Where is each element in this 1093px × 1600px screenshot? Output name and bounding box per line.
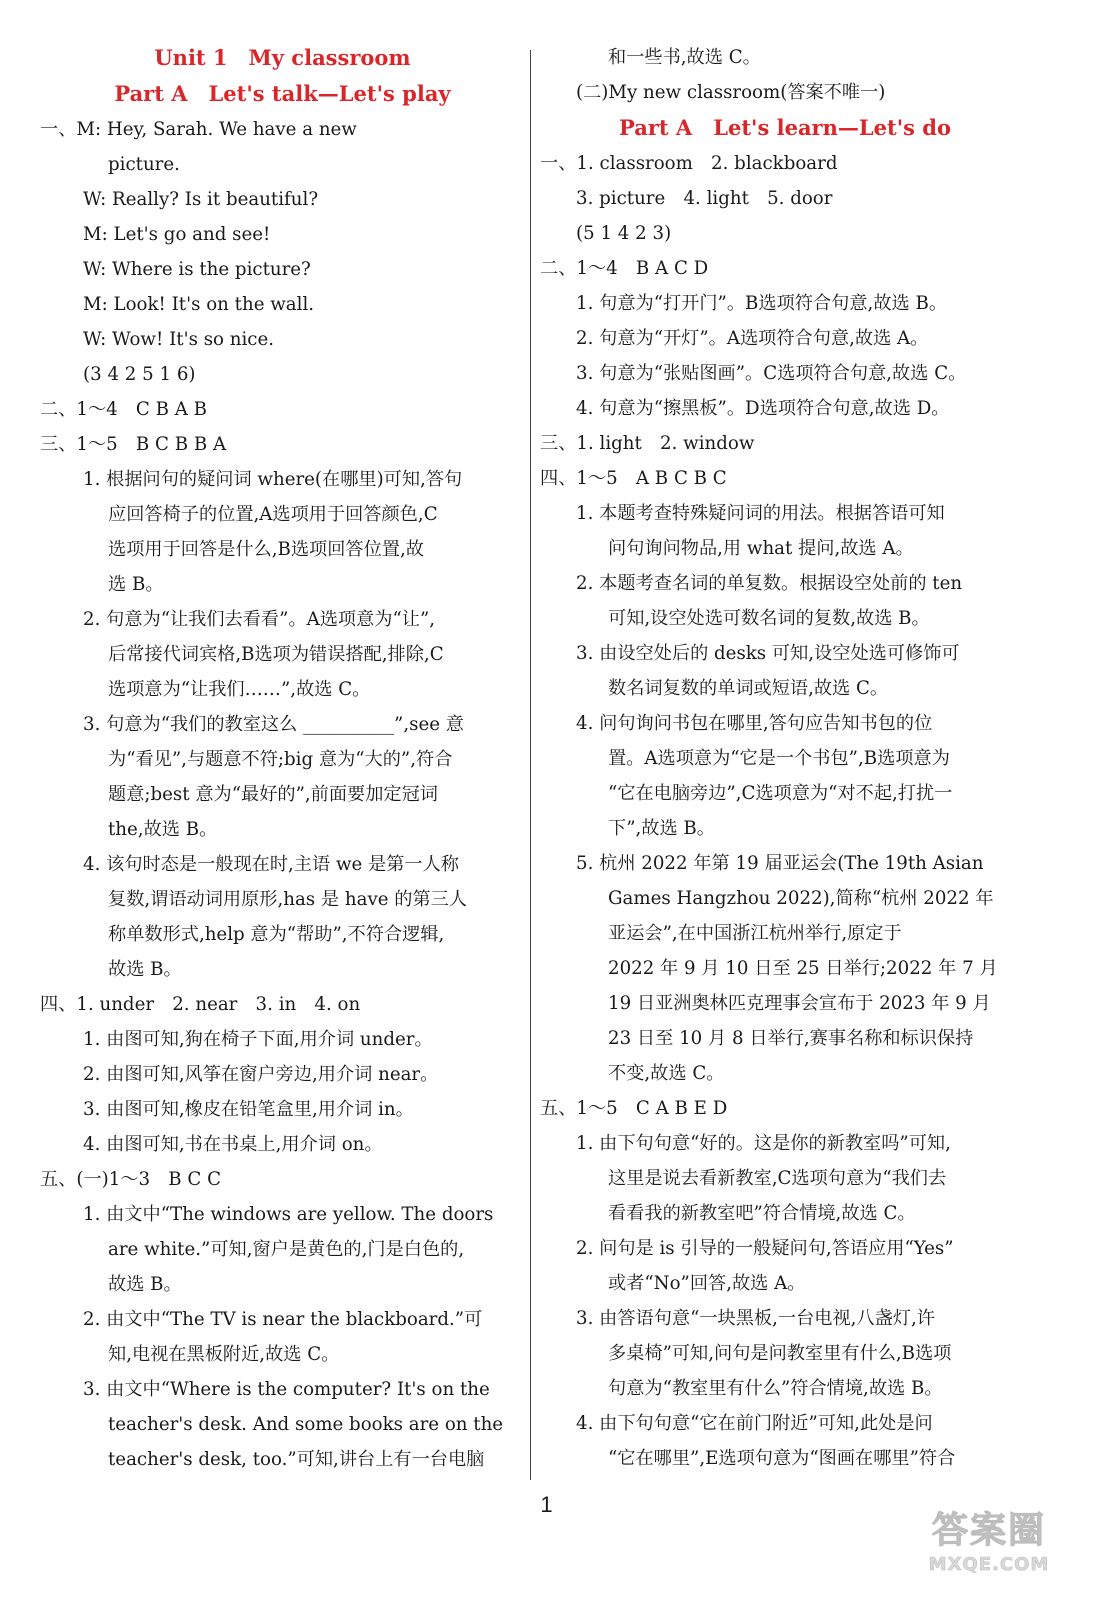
text-line: 2. 由文中“The TV is near the blackboard.”可 [83, 1309, 483, 1330]
column-divider [530, 50, 531, 1480]
text-line: M: Let's go and see! [83, 224, 271, 245]
text-line: 4. 句意为“擦黑板”。D选项符合句意,故选 D。 [576, 398, 950, 419]
text-line: 后常接代词宾格,B选项为错误搭配,排除,C [108, 644, 444, 665]
text-line: 一、1. classroom 2. blackboard [540, 153, 838, 174]
text-line: 1. 本题考查特殊疑问词的用法。根据答语可知 [576, 503, 945, 524]
text-line: 3. 由设空处后的 desks 可知,设空处选可修饰可 [576, 643, 960, 664]
text-line: 选项用于回答是什么,B选项回答位置,故 [108, 539, 424, 560]
text-line: 故选 B。 [108, 1274, 182, 1295]
text-line: M: Look! It's on the wall. [83, 294, 315, 315]
text-line: 一、M: Hey, Sarah. We have a new [40, 119, 357, 140]
text-line: 3. 句意为“我们的教室这么 __________”,see 意 [83, 714, 464, 735]
text-line: are white.”可知,窗户是黄色的,门是白色的, [108, 1239, 465, 1260]
section-title: Part A Let's talk—Let's play [114, 81, 451, 106]
text-line: 句意为“教室里有什么”符合情境,故选 B。 [608, 1378, 943, 1399]
text-line: 应回答椅子的位置,A选项用于回答颜色,C [108, 504, 438, 525]
text-line: 2. 句意为“开灯”。A选项符合句意,故选 A。 [576, 328, 929, 349]
text-line: 1. 句意为“打开门”。B选项符合句意,故选 B。 [576, 293, 948, 314]
text-line: 三、1～5 B C B B A [40, 434, 227, 455]
text-line: 23 日至 10 月 8 日举行,赛事名称和标识保持 [608, 1028, 974, 1049]
text-line: 4. 问句询问书包在哪里,答句应告知书包的位 [576, 713, 933, 734]
text-line: 选项意为“让我们……”,故选 C。 [108, 679, 371, 700]
section-title: Part A Let's learn—Let's do [619, 115, 951, 140]
watermark-url: MXQE.COM [928, 1554, 1050, 1575]
text-line: 3. 句意为“张贴图画”。C选项符合句意,故选 C。 [576, 363, 967, 384]
text-line: 3. 由文中“Where is the computer? It's on the [83, 1379, 490, 1400]
text-line: 3. 由答语句意“一块黑板,一台电视,八盏灯,许 [576, 1308, 935, 1329]
text-line: “它在电脑旁边”,C选项意为“对不起,打扰一 [608, 783, 953, 804]
text-line: 三、1. light 2. window [540, 433, 755, 454]
text-line: 1. 由下句句意“好的。这是你的新教室吗”可知, [576, 1133, 951, 1154]
text-line: 2022 年 9 月 10 日至 25 日举行;2022 年 7 月 [608, 958, 998, 979]
text-line: 1. 由文中“The windows are yellow. The doors [83, 1204, 494, 1225]
text-line: W: Wow! It's so nice. [83, 329, 275, 350]
text-line: (3 4 2 5 1 6) [83, 364, 196, 385]
text-line: 这里是说去看新教室,C选项句意为“我们去 [608, 1168, 947, 1189]
text-line: 称单数形式,help 意为“帮助”,不符合逻辑, [108, 924, 445, 945]
text-line: 二、1～4 C B A B [40, 399, 208, 420]
unit-title: Unit 1 My classroom [154, 45, 411, 70]
text-line: 问句询问物品,用 what 提问,故选 A。 [608, 538, 914, 559]
text-line: 多桌椅”可知,问句是问教室里有什么,B选项 [608, 1343, 952, 1364]
text-line: 3. picture 4. light 5. door [576, 188, 833, 209]
text-line: 4. 由图可知,书在书桌上,用介词 on。 [83, 1134, 383, 1155]
left-column [40, 40, 525, 1477]
text-line: 3. 由图可知,橡皮在铅笔盒里,用介词 in。 [83, 1099, 414, 1120]
text-line: 数名词复数的单词或短语,故选 C。 [608, 678, 889, 699]
text-line: 4. 该句时态是一般现在时,主语 we 是第一人称 [83, 854, 459, 875]
text-line: 二、1～4 B A C D [540, 258, 709, 279]
text-line: 复数,谓语动词用原形,has 是 have 的第三人 [108, 889, 468, 910]
text-line: 不变,故选 C。 [608, 1063, 725, 1084]
text-line: 为“看见”,与题意不符;big 意为“大的”,符合 [108, 749, 453, 770]
text-line: 2. 句意为“让我们去看看”。A选项意为“让”, [83, 609, 436, 630]
text-line: 5. 杭州 2022 年第 19 届亚运会(The 19th Asian [576, 853, 984, 874]
text-line: 置。A选项意为“它是一个书包”,B选项意为 [608, 748, 950, 769]
text-line: 亚运会”,在中国浙江杭州举行,原定于 [608, 923, 902, 944]
text-line: 2. 问句是 is 引导的一般疑问句,答语应用“Yes” [576, 1238, 954, 1259]
text-line: teacher's desk, too.”可知,讲台上有一台电脑 [108, 1449, 485, 1470]
text-line: W: Where is the picture? [83, 259, 311, 280]
text-line: teacher's desk. And some books are on the [108, 1414, 504, 1435]
text-line: 可知,设空处选可数名词的复数,故选 B。 [608, 608, 930, 629]
text-line: 知,电视在黑板附近,故选 C。 [108, 1344, 340, 1365]
text-line: 五、(一)1～3 B C C [40, 1169, 222, 1190]
text-line: 故选 B。 [108, 959, 182, 980]
text-line: 题意;best 意为“最好的”,前面要加定冠词 [108, 784, 438, 805]
text-line: 1. 根据问句的疑问词 where(在哪里)可知,答句 [83, 469, 463, 490]
text-line: “它在哪里”,E选项句意为“图画在哪里”符合 [608, 1448, 956, 1469]
text-line: 2. 本题考查名词的单复数。根据设空处前的 ten [576, 573, 963, 594]
text-line: W: Really? Is it beautiful? [83, 189, 319, 210]
text-line: 四、1～5 A B C B C [540, 468, 727, 489]
text-line: 下”,故选 B。 [608, 818, 715, 839]
page-number: 1 [540, 1492, 553, 1517]
text-line: 五、1～5 C A B E D [540, 1098, 728, 1119]
text-line: 2. 由图可知,风筝在窗户旁边,用介词 near。 [83, 1064, 439, 1085]
text-line: 看看我的新教室吧”符合情境,故选 C。 [608, 1203, 916, 1224]
text-line: 4. 由下句句意“它在前门附近”可知,此处是问 [576, 1413, 933, 1434]
text-line: 19 日亚洲奥林匹克理事会宣布于 2023 年 9 月 [608, 993, 991, 1014]
text-line: (二)My new classroom(答案不唯一) [576, 82, 886, 103]
watermark-logo-text: 答案圈 [931, 1510, 1046, 1551]
text-line: the,故选 B。 [108, 819, 218, 840]
text-line: picture. [108, 154, 180, 175]
text-line: 选 B。 [108, 574, 164, 595]
text-line: 四、1. under 2. near 3. in 4. on [40, 994, 361, 1015]
right-column [540, 40, 1030, 1476]
text-line: 或者“No”回答,故选 A。 [608, 1273, 806, 1294]
text-line: 和一些书,故选 C。 [608, 47, 761, 68]
text-line: (5 1 4 2 3) [576, 223, 672, 244]
text-line: 1. 由图可知,狗在椅子下面,用介词 under。 [83, 1029, 433, 1050]
text-line: Games Hangzhou 2022),简称“杭州 2022 年 [608, 888, 994, 909]
watermark-logo [909, 1508, 1069, 1588]
